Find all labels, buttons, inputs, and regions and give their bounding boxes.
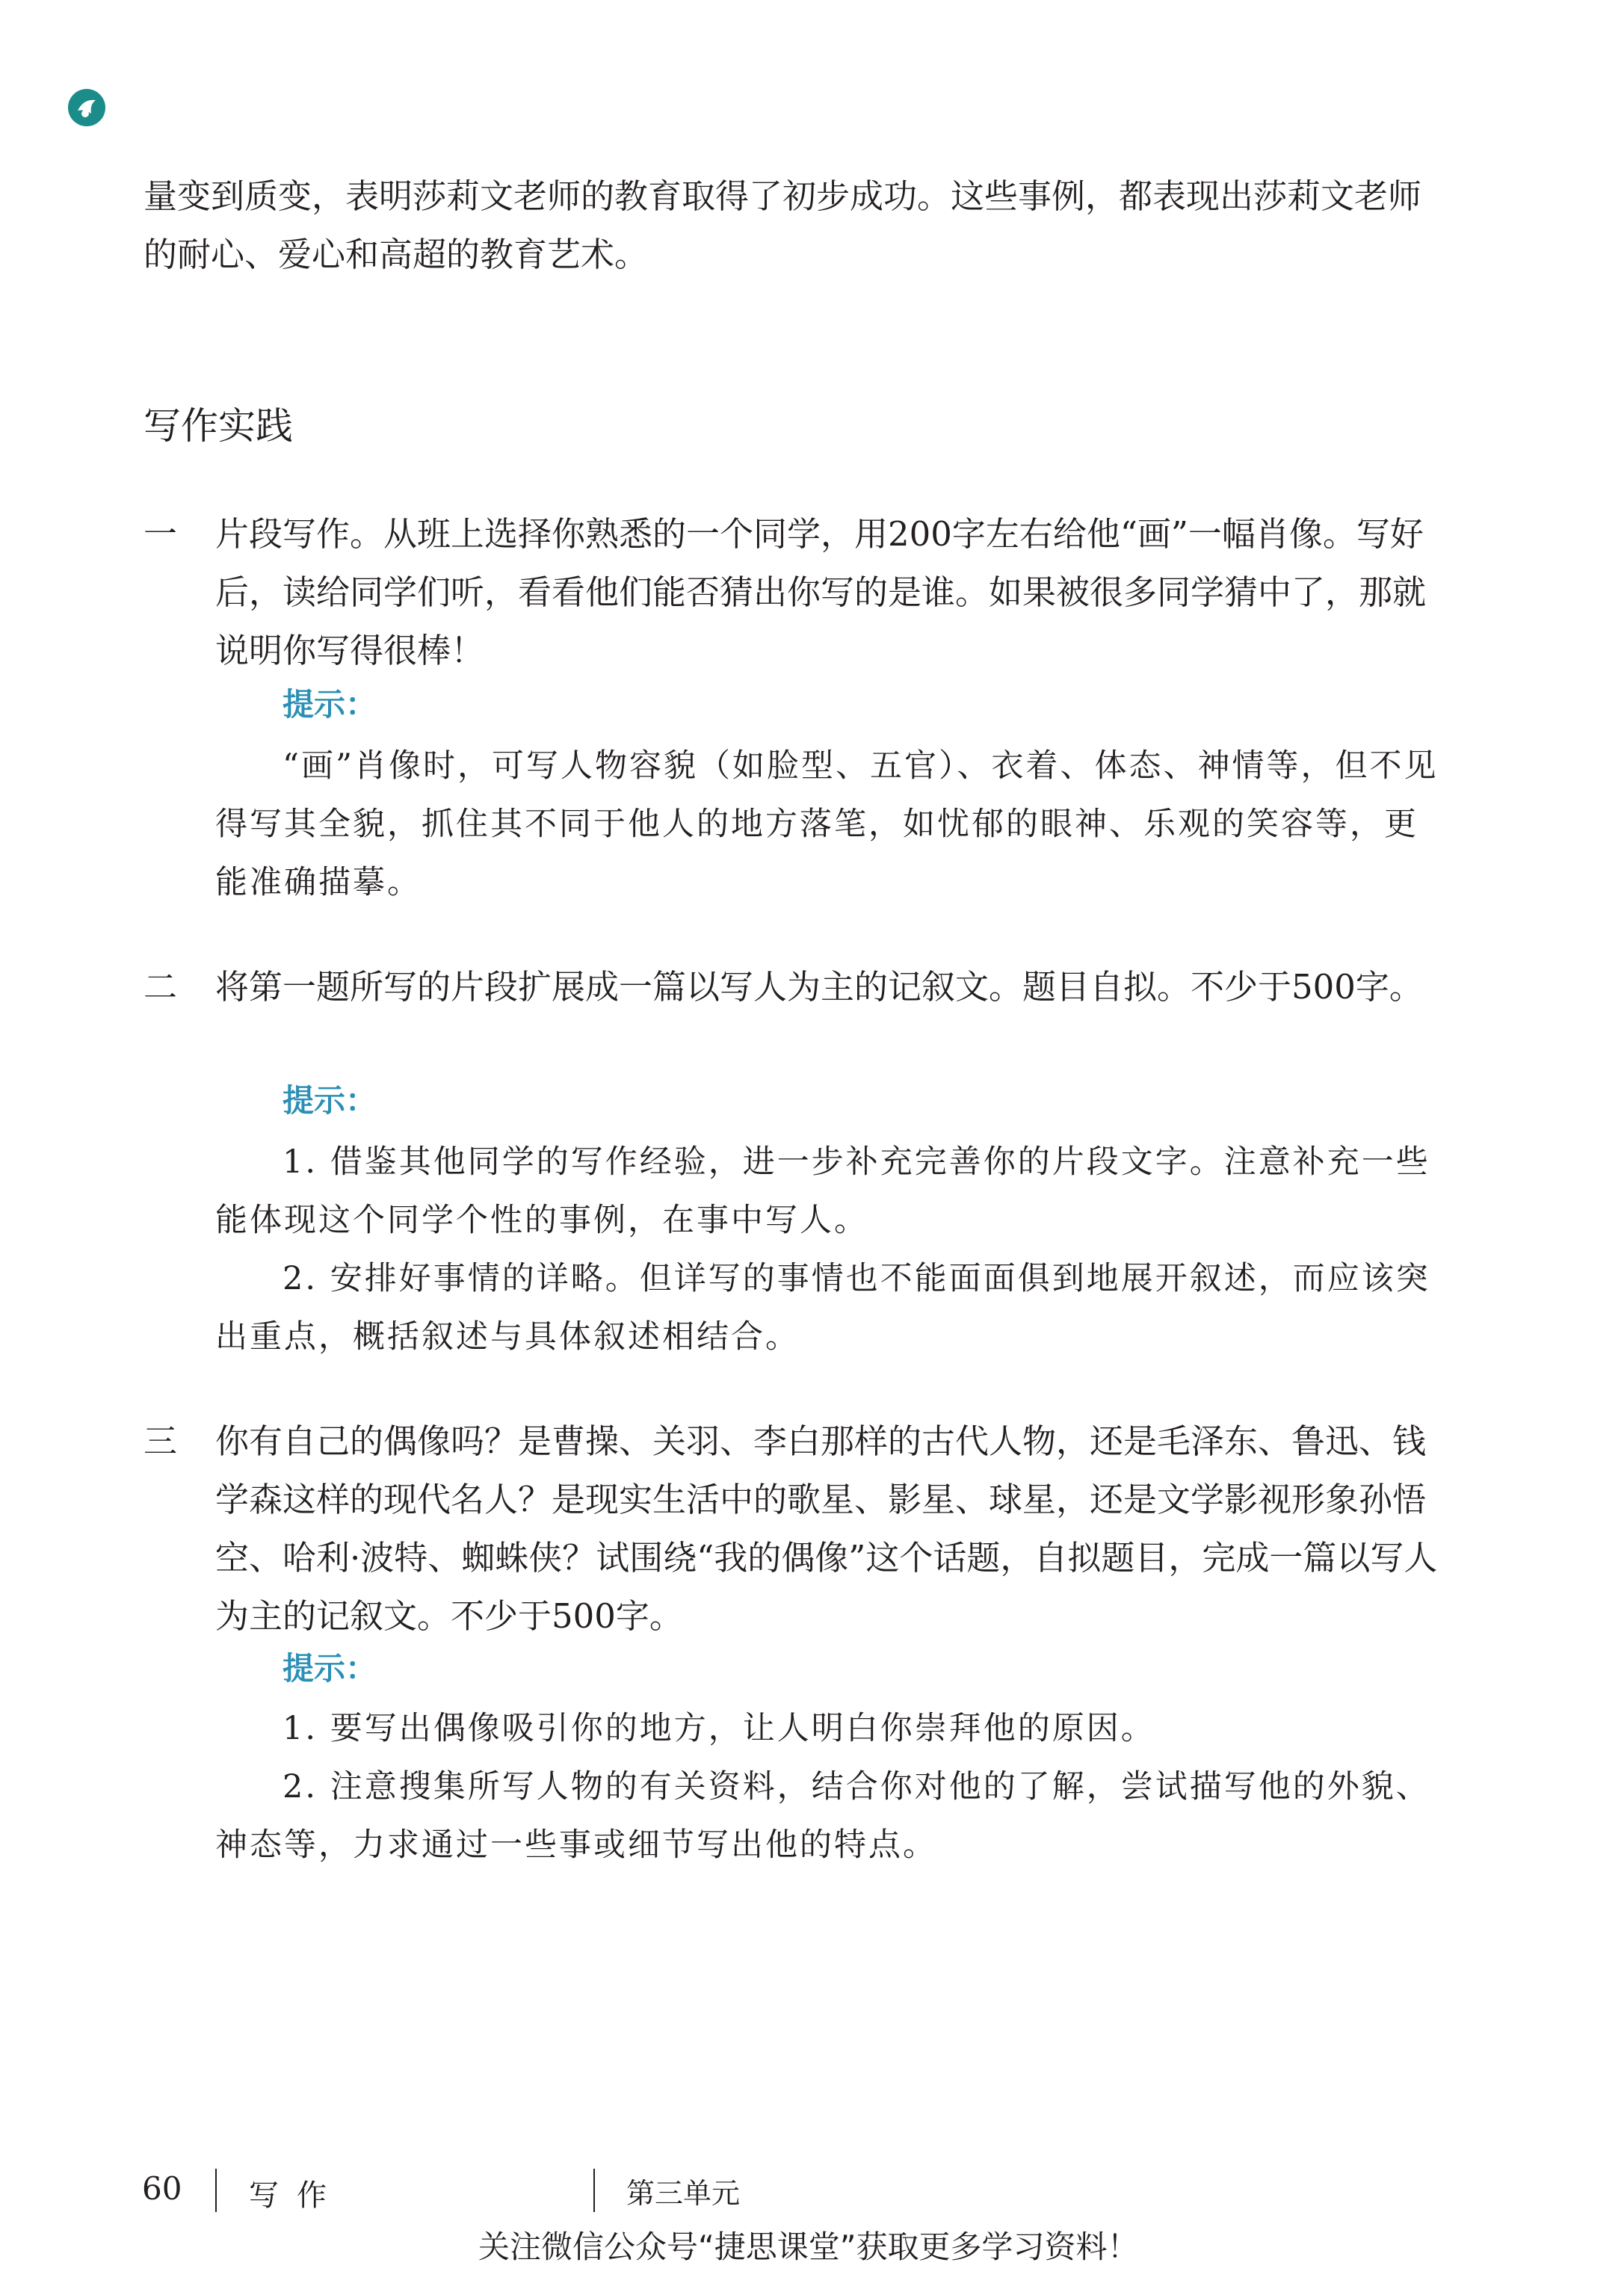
hint-text: 2. 安排好事情的详略。但详写的事情也不能面面俱到地展开叙述，而应该突出重点，概括叙述与具体叙述相结合。 [215,1260,1430,1356]
hint-label: 提示： [282,1082,377,1119]
hint-text: 2. 注意搜集所写人物的有关资料，结合你对他的了解，尝试描写他的外貌、神态等，力求通过一些事或细节写出他的特点。 [215,1768,1430,1864]
footer-section: 写作 [249,2178,345,2213]
hint-text: “画”肖像时，可写人物容貌（如脸型、五官）、衣着、体态、神情等，但不见得写其全貌，抓住其不同于他人的地方落笔，如忧郁的眼神、乐观的笑容等，更能准确描摹。 [215,747,1439,901]
intro-paragraph: 量变到质变，表明莎莉文老师的教育取得了初步成功。这些事例，都表现出莎莉文老师的耐心、爱心和高超的教育艺术。 [143,176,1422,274]
section-title: 写作实践 [143,404,293,448]
footer-divider [215,2169,217,2212]
book-logo-icon [67,88,106,127]
item-number: 二 [143,967,178,1007]
exercise-item [143,958,1444,1016]
exercise-item [143,505,1444,680]
footer-divider [593,2169,595,2212]
hint-label: 提示： [282,1650,377,1687]
footer-unit: 第三单元 [626,2177,741,2210]
exercise-item [143,1412,1444,1646]
item-text: 你有自己的偶像吗？是曹操、关羽、李白那样的古代人物，还是毛泽东、鲁迅、钱学森这样的现代名人？是现实生活中的歌星、影星、球星，还是文学影视形象孙悟空、哈利·波特、蜘蛛侠？试围绕“我的偶像”这个话题，自拟题目，完成一篇以写人为主的记叙文。不少于500字。 [215,1421,1438,1636]
hint-text: 1. 借鉴其他同学的写作经验，进一步补充完善你的片段文字。注意补充一些能体现这个同学个性的事例，在事中写人。 [215,1143,1430,1239]
hint-label: 提示： [282,686,377,723]
item-number: 一 [143,514,178,554]
item-number: 三 [143,1421,178,1461]
item-text: 片段写作。从班上选择你熟悉的一个同学，用200字左右给他“画”一幅肖像。写好后，读给同学们听，看看他们能否猜出你写的是谁。如果被很多同学猜中了，那就说明你写得很棒！ [215,514,1427,670]
footer-note: 关注微信公众号“捷思课堂”获取更多学习资料！ [478,2228,1139,2265]
hint-text: 1. 要写出偶像吸引你的地方，让人明白你崇拜他的原因。 [282,1710,1155,1747]
item-text: 将第一题所写的片段扩展成一篇以写人为主的记叙文。题目自拟。不少于500字。 [215,967,1423,1007]
page-number: 60 [142,2170,182,2207]
